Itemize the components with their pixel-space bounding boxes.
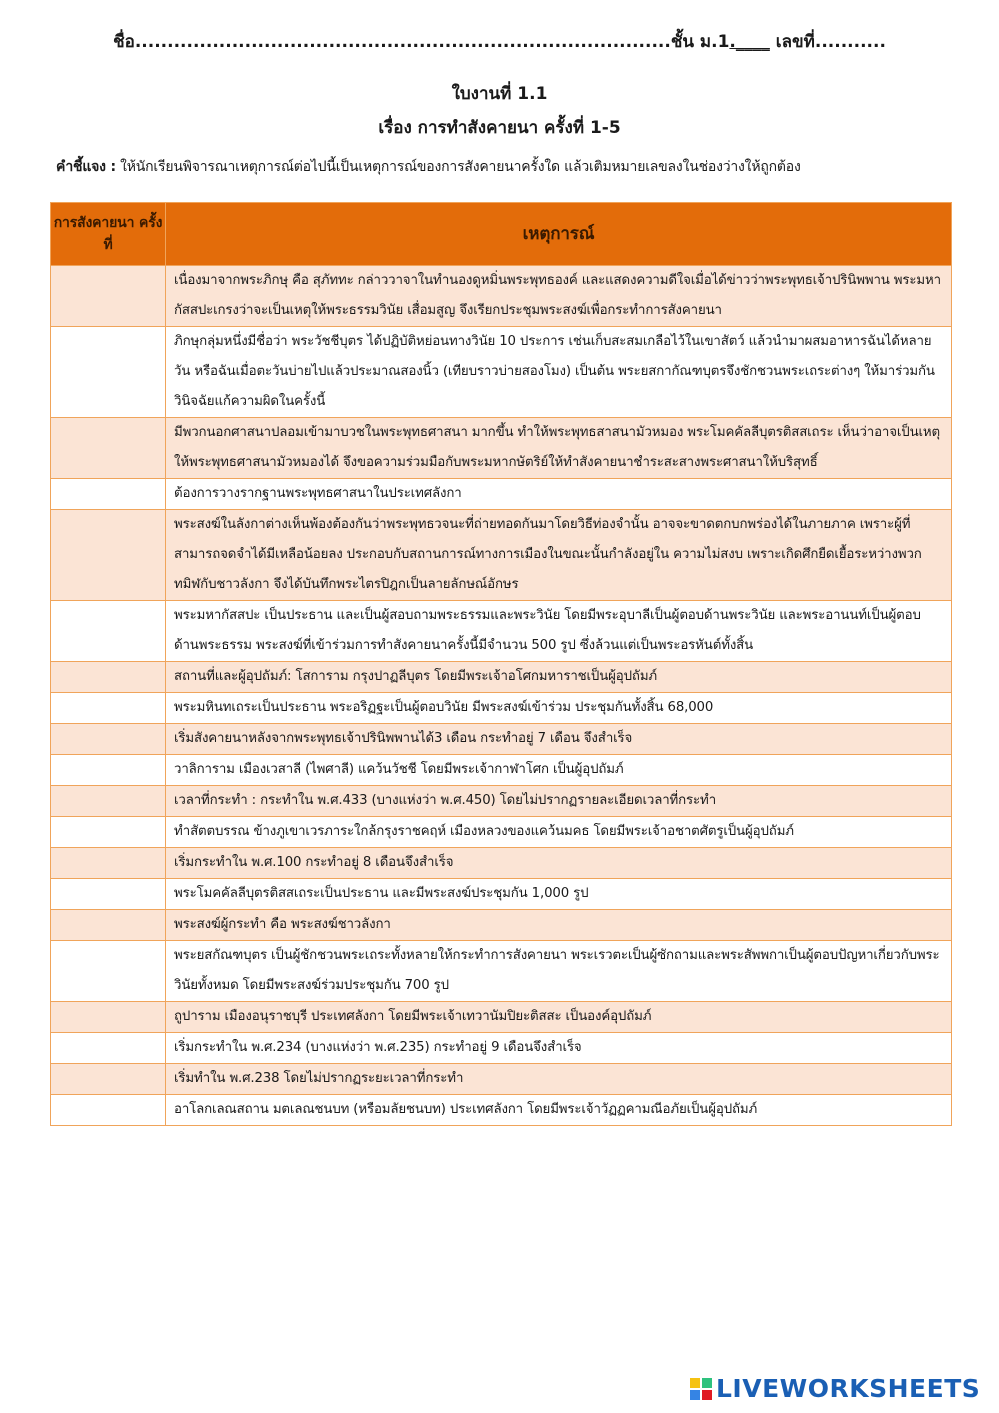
col-event-header: เหตุการณ์ xyxy=(166,203,952,266)
answer-cell[interactable] xyxy=(51,1095,166,1126)
answer-cell[interactable] xyxy=(51,601,166,662)
table-header-row xyxy=(51,203,952,266)
event-text: เริ่มทำใน พ.ศ.238 โดยไม่ปรากฏระยะเวลาที่กระทำ xyxy=(166,1064,952,1095)
table-row xyxy=(51,327,952,418)
event-text: เริ่มกระทำใน พ.ศ.234 (บางแห่งว่า พ.ศ.235) กระทำอยู่ 9 เดือนจึงสำเร็จ xyxy=(166,1033,952,1064)
worksheet-title: เรื่อง การทำสังคายนา ครั้งที่ 1-5 xyxy=(378,118,621,138)
answer-cell[interactable] xyxy=(51,327,166,418)
table-row xyxy=(51,1033,952,1064)
table-row xyxy=(51,1064,952,1095)
event-text: พระโมคคัลลีบุตรติสสเถระเป็นประธาน และมีพระสงฆ์ประชุมกัน 1,000 รูป xyxy=(166,879,952,910)
answer-cell[interactable] xyxy=(51,479,166,510)
event-text: เนื่องมาจากพระภิกษุ คือ สุภัททะ กล่าววาจาในทำนองดูหมิ่นพระพุทธองค์ และแสดงความดีใจเมื่อได้ข่าวว่าพระพุทธเจ้าปรินิพพาน พระมหากัสสปะเกรงว่าจะเป็นเหตุให้พระธรรมวินัย เสื่อมสูญ จึงเรียกประชุมพระสงฆ์เพื่อกระทำการสังคายนา xyxy=(166,266,952,327)
answer-cell[interactable] xyxy=(51,941,166,1002)
answer-cell[interactable] xyxy=(51,848,166,879)
table-row xyxy=(51,941,952,1002)
table-row xyxy=(51,910,952,941)
table-row xyxy=(51,817,952,848)
event-text: มีพวกนอกศาสนาปลอมเข้ามาบวชในพระพุทธศาสนา มากขึ้น ทำให้พระพุทธสาสนามัวหมอง พระโมคคัลลีบุตรติสสเถระ เห็นว่าอาจเป็นเหตุให้พระพุทธศาสนามัวหมองได้ จึงขอความร่วมมือกับพระมหากษัตริย์ให้ทำสังคายนาชำระสะสางพระศาสนาให้บริสุทธิ์ xyxy=(166,418,952,479)
name-label: ชื่อ...................................................................................ชั้น ม.1 xyxy=(113,32,730,52)
table-row xyxy=(51,724,952,755)
col-council-number-header: การสังคายนา ครั้งที่ xyxy=(51,203,166,266)
event-text: สถานที่และผู้อุปถัมภ์: โสการาม กรุงปาฏลีบุตร โดยมีพระเจ้าอโศกมหาราชเป็นผู้อุปถัมภ์ xyxy=(166,662,952,693)
student-info-line xyxy=(0,28,999,55)
event-text: พระยสกัณฑบุตร เป็นผู้ชักชวนพระเถระทั้งหลายให้กระทำการสังคายนา พระเรวตะเป็นผู้ซักถามและพระสัพพกาเป็นผู้ตอบปัญหาเกี่ยวกับพระวินัยทั้งหมด โดยมีพระสงฆ์ร่วมประชุมกัน 700 รูป xyxy=(166,941,952,1002)
event-text: พระสงฆ์ผู้กระทำ คือ พระสงฆ์ชาวลังกา xyxy=(166,910,952,941)
table-row xyxy=(51,662,952,693)
answer-cell[interactable] xyxy=(51,693,166,724)
event-text: ต้องการวางรากฐานพระพุทธศาสนาในประเทศลังกา xyxy=(166,479,952,510)
answer-cell[interactable] xyxy=(51,510,166,601)
table-row xyxy=(51,786,952,817)
table-row xyxy=(51,879,952,910)
table-row xyxy=(51,418,952,479)
instruction-text: ให้นักเรียนพิจารณาเหตุการณ์ต่อไปนี้เป็นเหตุการณ์ของการสังคายนาครั้งใด แล้วเติมหมายเลขลงในช่องว่างให้ถูกต้อง xyxy=(115,159,801,175)
event-text: พระสงฆ์ในลังกาต่างเห็นพ้องต้องกันว่าพระพุทธวจนะที่ถ่ายทอดกันมาโดยวิธีท่องจำนั้น อาจจะขาดตกบกพร่องได้ในภายภาค เพราะผู้ที่สามารถจดจำได้มีเหลือน้อยลง ประกอบกับสถานการณ์ทางการเมืองในขณะนั้นกำลังอยู่ใน ความไม่สงบ เพราะเกิดศึกยืดเยื้อระหว่างพวกทมิฬกับชาวลังกา จึงได้บันทึกพระไตรปิฎกเป็นลายลักษณ์อักษร xyxy=(166,510,952,601)
answer-cell[interactable] xyxy=(51,266,166,327)
event-text: พระมหากัสสปะ เป็นประธาน และเป็นผู้สอบถามพระธรรมและพระวินัย โดยมีพระอุบาลีเป็นผู้ตอบด้านพระวินัย และพระอานนท์เป็นผู้ตอบด้านพระธรรม พระสงฆ์ที่เข้าร่วมการทำสังคายนาครั้งนี้มีจำนวน 500 รูป ซึ่งล้วนแต่เป็นพระอรหันต์ทั้งสิ้น xyxy=(166,601,952,662)
answer-cell[interactable] xyxy=(51,1064,166,1095)
class-blank[interactable]: .____ xyxy=(729,32,770,52)
answer-cell[interactable] xyxy=(51,879,166,910)
event-text: ถูปาราม เมืองอนุราชบุรี ประเทศลังกา โดยมีพระเจ้าเทวานัมปิยะติสสะ เป็นองค์อุปถัมภ์ xyxy=(166,1002,952,1033)
answer-cell[interactable] xyxy=(51,1033,166,1064)
worksheet-number: ใบงานที่ 1.1 xyxy=(451,84,548,104)
answer-cell[interactable] xyxy=(51,910,166,941)
instruction xyxy=(56,156,956,178)
liveworksheets-logo xyxy=(690,1374,990,1406)
table-row xyxy=(51,479,952,510)
events-table xyxy=(50,202,952,1126)
instruction-label: คำชี้แจง : xyxy=(56,159,116,175)
answer-cell[interactable] xyxy=(51,662,166,693)
answer-cell[interactable] xyxy=(51,786,166,817)
event-text: เริ่มกระทำใน พ.ศ.100 กระทำอยู่ 8 เดือนจึงสำเร็จ xyxy=(166,848,952,879)
event-text: ภิกษุกลุ่มหนึ่งมีชื่อว่า พระวัชชีบุตร ได้ปฏิบัติหย่อนทางวินัย 10 ประการ เช่นเก็บสะสมเกลือไว้ในเขาสัตว์ แล้วนำมาผสมอาหารฉันได้หลายวัน หรือฉันเมื่อตะวันบ่ายไปแล้วประมาณสองนิ้ว (เทียบราวบ่ายสองโมง) เป็นต้น พระยสกากัณฑบุตรจึงชักชวนพระเถระต่างๆ ให้มาร่วมกันวินิจฉัยแก้ความผิดในครั้งนี้ xyxy=(166,327,952,418)
table-row xyxy=(51,1002,952,1033)
logo-text: LIVEWORKSHEETS xyxy=(716,1374,981,1403)
event-text: อาโลกเลณสถาน มตเลณชนบท (หรือมลัยชนบท) ประเทศลังกา โดยมีพระเจ้าวัฏฏคามณีอภัยเป็นผู้อุปถัมภ์ xyxy=(166,1095,952,1126)
table-row xyxy=(51,1095,952,1126)
answer-cell[interactable] xyxy=(51,418,166,479)
event-text: เวลาที่กระทำ : กระทำใน พ.ศ.433 (บางแห่งว่า พ.ศ.450) โดยไม่ปรากฏรายละเอียดเวลาที่กระทำ xyxy=(166,786,952,817)
table-row xyxy=(51,693,952,724)
table-row xyxy=(51,848,952,879)
event-text: พระมหินทเถระเป็นประธาน พระอริฏฐะเป็นผู้ตอบวินัย มีพระสงฆ์เข้าร่วม ประชุมกันทั้งสิ้น 68,000 xyxy=(166,693,952,724)
event-text: วาลิการาม เมืองเวสาลี (ไพศาลี) แคว้นวัชชี โดยมีพระเจ้ากาฬาโศก เป็นผู้อุปถัมภ์ xyxy=(166,755,952,786)
answer-cell[interactable] xyxy=(51,755,166,786)
table-row xyxy=(51,266,952,327)
table-row xyxy=(51,755,952,786)
logo-blocks-icon xyxy=(690,1378,712,1400)
table-row xyxy=(51,601,952,662)
event-text: เริ่มสังคายนาหลังจากพระพุทธเจ้าปรินิพพานได้3 เดือน กระทำอยู่ 7 เดือน จึงสำเร็จ xyxy=(166,724,952,755)
event-text: ทำสัตตบรรณ ข้างภูเขาเวรภาระใกล้กรุงราชคฤห์ เมืองหลวงของแคว้นมคธ โดยมีพระเจ้าอชาตศัตรูเป็นผู้อุปถัมภ์ xyxy=(166,817,952,848)
answer-cell[interactable] xyxy=(51,724,166,755)
answer-cell[interactable] xyxy=(51,1002,166,1033)
table-row xyxy=(51,510,952,601)
answer-cell[interactable] xyxy=(51,817,166,848)
number-label: เลขที่........... xyxy=(769,32,886,52)
